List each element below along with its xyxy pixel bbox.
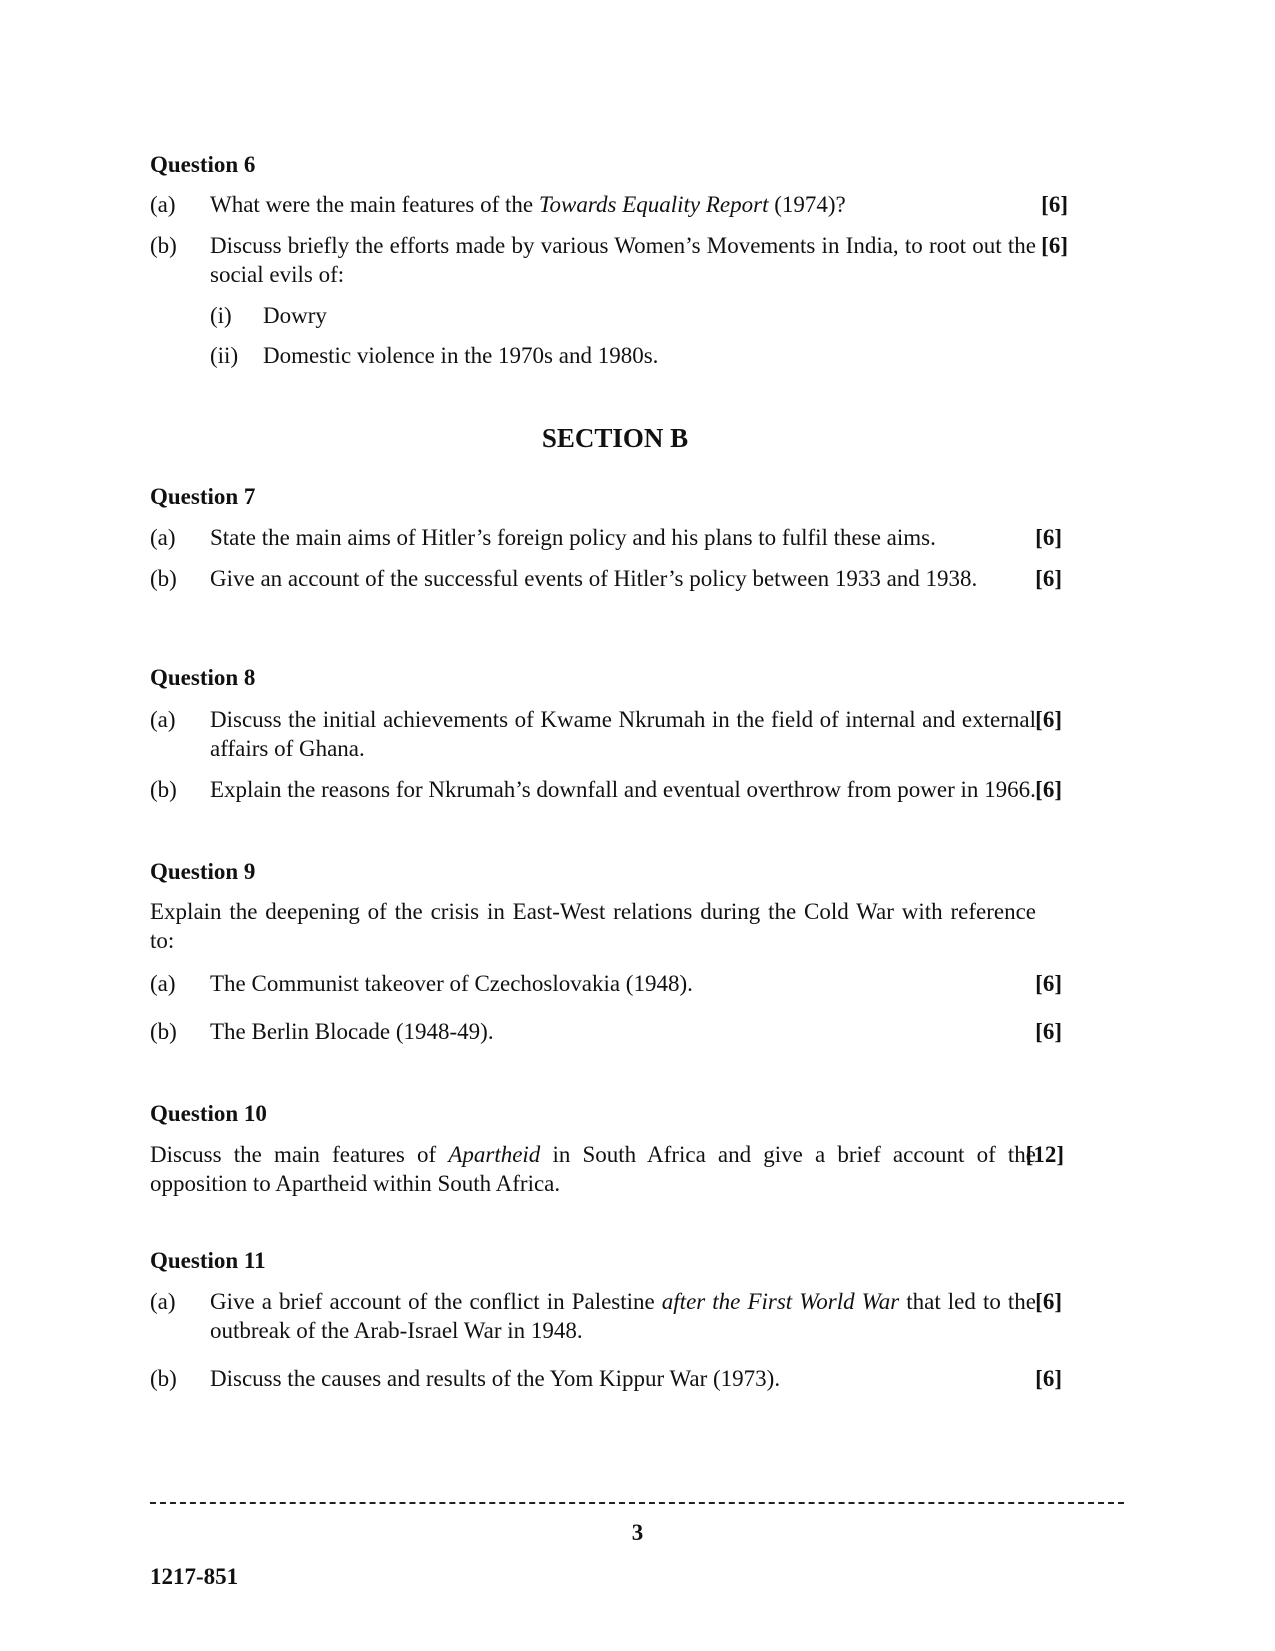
question-11-heading: Question 11	[150, 1248, 266, 1273]
q9-part-a-marks: [6]	[1035, 971, 1062, 996]
q10-marks: [12]	[1025, 1142, 1064, 1167]
q9-part-a-label: (a)	[150, 971, 176, 996]
q6-part-b-marks: [6]	[1041, 233, 1068, 258]
q6-part-b-label: (b)	[150, 233, 177, 258]
q10-text-post: in South Africa and give a brief account of the opposition to Apartheid within South Africa.	[150, 1142, 1036, 1196]
question-7-heading: Question 7	[150, 484, 256, 509]
q6-sub-i-text: Dowry	[263, 303, 327, 328]
q6-part-a-text	[210, 190, 1036, 219]
q8-part-a-label: (a)	[150, 707, 176, 732]
q7-part-a-text: State the main aims of Hitler’s foreign policy and his plans to fulfil these aims.	[210, 525, 936, 550]
q9-part-b-marks: [6]	[1035, 1019, 1062, 1044]
q9-part-a-text: The Communist takeover of Czechoslovakia (1948).	[210, 971, 693, 996]
q6-sub-ii-label: (ii)	[210, 343, 239, 368]
q6-sub-ii-text: Domestic violence in the 1970s and 1980s.	[263, 343, 659, 368]
q8-part-a-text: Discuss the initial achievements of Kwame Nkrumah in the field of internal and external affairs of Ghana.	[210, 707, 1036, 761]
q11-part-b-label: (b)	[150, 1366, 177, 1391]
q7-part-b-text: Give an account of the successful events of Hitler’s policy between 1933 and 1938.	[210, 566, 978, 591]
q7-part-b-marks: [6]	[1035, 566, 1062, 591]
q6-part-b-text: Discuss briefly the efforts made by various Women’s Movements in India, to root out the social evils of:	[210, 233, 1036, 287]
q6-a-text-post: (1974)?	[768, 192, 846, 217]
q11-part-a-marks: [6]	[1035, 1289, 1062, 1314]
q9-intro-text: Explain the deepening of the crisis in East-West relations during the Cold War with reference to:	[150, 899, 1036, 953]
q7-part-a-marks: [6]	[1035, 525, 1062, 550]
q11-a-text-em: after the First World War	[661, 1289, 900, 1314]
q11-a-text-post: that led to the outbreak of the Arab-Israel War in 1948.	[210, 1289, 1036, 1343]
page-number: 3	[631, 1520, 644, 1545]
q8-part-b-text: Explain the reasons for Nkrumah’s downfall and eventual overthrow from power in 1966.	[210, 777, 1036, 802]
q11-part-a-label: (a)	[150, 1289, 176, 1314]
q11-part-a-text	[210, 1287, 1036, 1345]
q7-part-b-label: (b)	[150, 566, 177, 591]
q7-part-a-label: (a)	[150, 525, 176, 550]
section-b-heading: SECTION B	[541, 423, 689, 453]
q8-part-a-marks: [6]	[1035, 707, 1062, 732]
q8-part-b-label: (b)	[150, 777, 177, 802]
q6-part-a-label: (a)	[150, 192, 176, 217]
question-9-heading: Question 9	[150, 859, 256, 884]
question-6-heading: Question 6	[150, 152, 256, 177]
paper-code: 1217-851	[150, 1564, 239, 1589]
q10-text-em: Apartheid	[448, 1142, 541, 1167]
q11-part-b-marks: [6]	[1035, 1366, 1062, 1391]
q6-part-a-marks: [6]	[1041, 192, 1068, 217]
question-10-heading: Question 10	[150, 1101, 267, 1126]
question-8-heading: Question 8	[150, 665, 256, 690]
q11-a-text-pre: Give a brief account of the conflict in Palestine	[210, 1289, 662, 1314]
q10-text	[150, 1140, 1036, 1198]
q9-part-b-text: The Berlin Blocade (1948-49).	[210, 1019, 494, 1044]
q6-sub-i-label: (i)	[210, 303, 232, 328]
q8-part-b-marks: [6]	[1035, 777, 1062, 802]
q6-a-text-pre: What were the main features of the	[210, 192, 539, 217]
q9-part-b-label: (b)	[150, 1019, 177, 1044]
q10-text-pre: Discuss the main features of	[150, 1142, 449, 1167]
footer-divider	[150, 1502, 1124, 1504]
q6-a-text-em: Towards Equality Report	[538, 192, 769, 217]
q11-part-b-text: Discuss the causes and results of the Yom Kippur War (1973).	[210, 1366, 781, 1391]
